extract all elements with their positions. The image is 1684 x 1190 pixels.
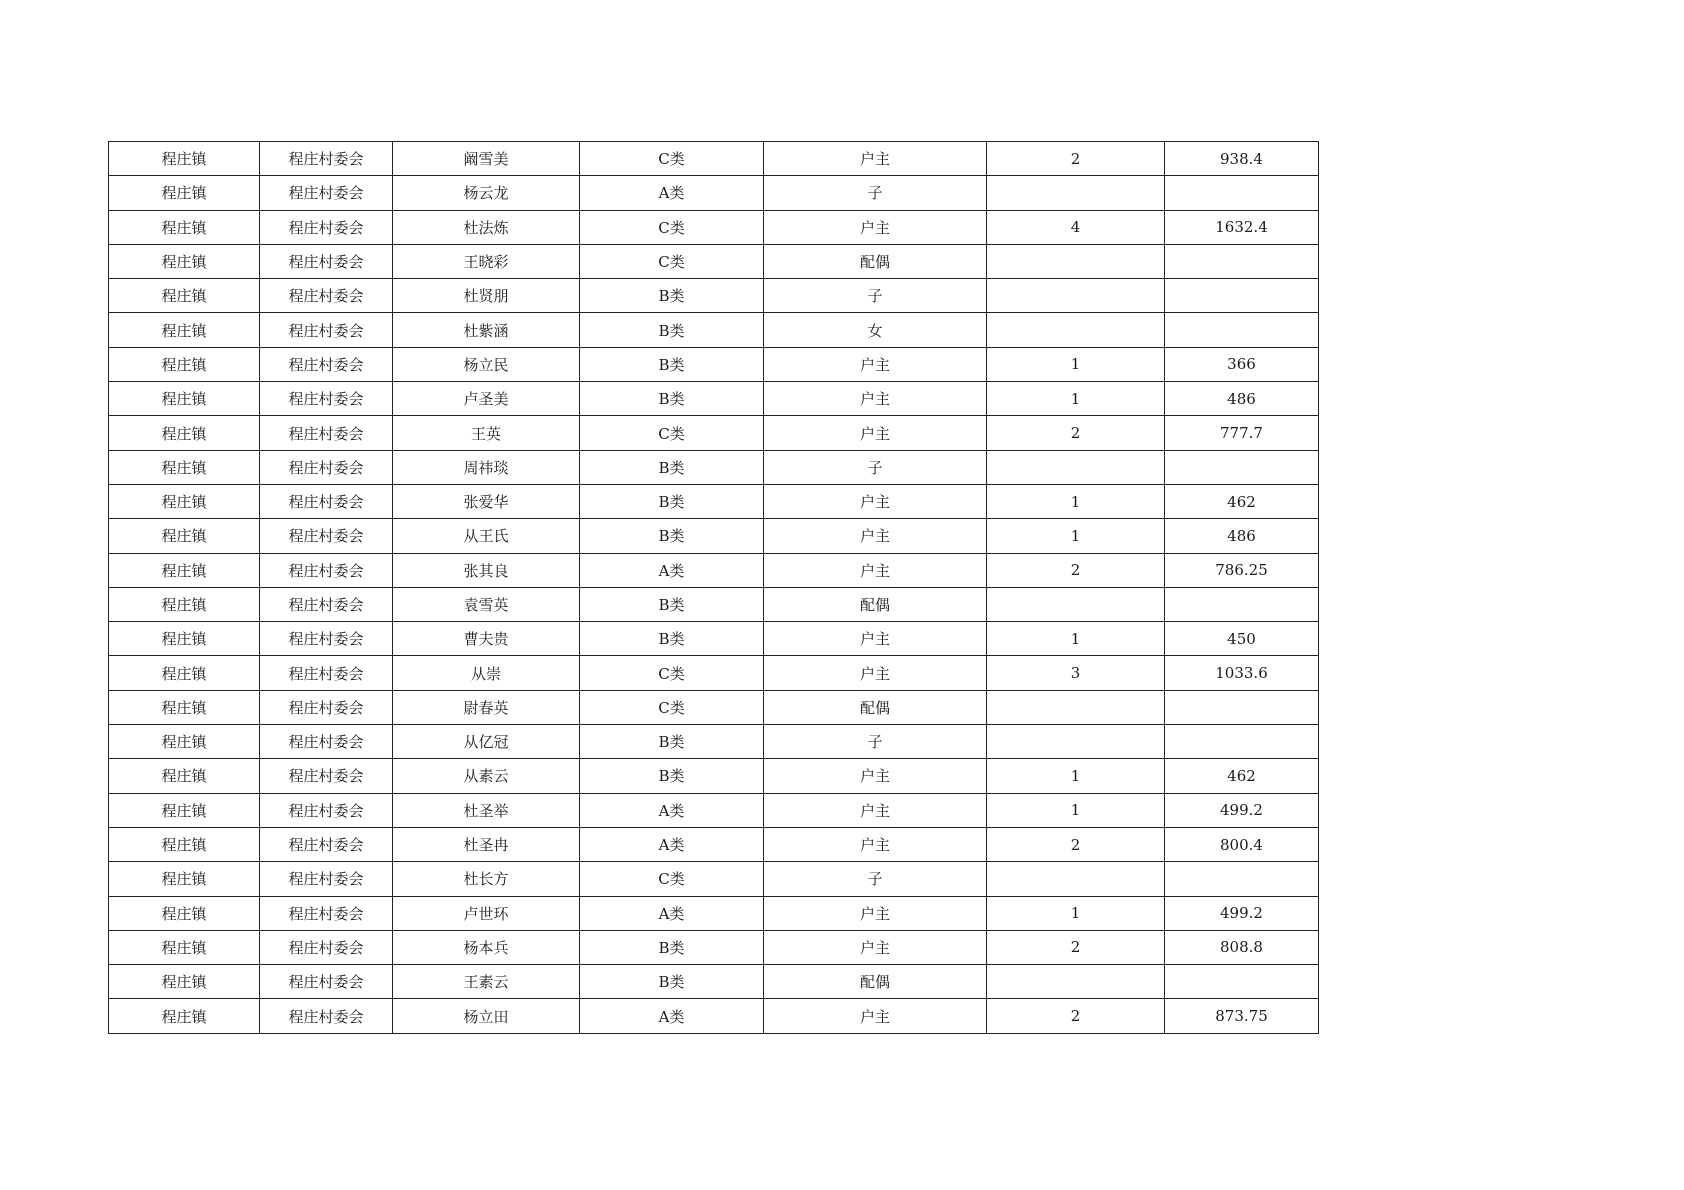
- town-cell: 程庄镇: [109, 930, 260, 964]
- table-row: [109, 347, 1319, 381]
- amount-cell: 786.25: [1165, 553, 1319, 587]
- name-cell: 王素云: [393, 965, 580, 999]
- town-cell: 程庄镇: [109, 725, 260, 759]
- village-committee-cell: 程庄村委会: [260, 862, 393, 896]
- table-row: [109, 279, 1319, 313]
- household-size-cell: [987, 690, 1165, 724]
- household-size-cell: 1: [987, 484, 1165, 518]
- name-cell: 曹夫贵: [393, 622, 580, 656]
- village-committee-cell: 程庄村委会: [260, 656, 393, 690]
- relation-cell: 配偶: [764, 587, 987, 621]
- town-cell: 程庄镇: [109, 484, 260, 518]
- household-size-cell: 1: [987, 347, 1165, 381]
- village-committee-cell: 程庄村委会: [260, 827, 393, 861]
- relation-cell: 户主: [764, 827, 987, 861]
- category-cell: C类: [580, 690, 764, 724]
- name-cell: 从亿冠: [393, 725, 580, 759]
- name-cell: 杨云龙: [393, 176, 580, 210]
- name-cell: 王晓彩: [393, 244, 580, 278]
- name-cell: 尉春英: [393, 690, 580, 724]
- relation-cell: 户主: [764, 553, 987, 587]
- name-cell: 杜紫涵: [393, 313, 580, 347]
- table-row: [109, 244, 1319, 278]
- village-committee-cell: 程庄村委会: [260, 450, 393, 484]
- household-size-cell: [987, 450, 1165, 484]
- household-size-cell: [987, 279, 1165, 313]
- table-row: [109, 827, 1319, 861]
- village-committee-cell: 程庄村委会: [260, 896, 393, 930]
- town-cell: 程庄镇: [109, 416, 260, 450]
- table-row: [109, 690, 1319, 724]
- relation-cell: 配偶: [764, 244, 987, 278]
- amount-cell: 938.4: [1165, 142, 1319, 176]
- table-row: [109, 313, 1319, 347]
- name-cell: 周祎琰: [393, 450, 580, 484]
- household-size-cell: [987, 244, 1165, 278]
- relation-cell: 配偶: [764, 690, 987, 724]
- relation-cell: 配偶: [764, 965, 987, 999]
- relation-cell: 子: [764, 176, 987, 210]
- relation-cell: 子: [764, 862, 987, 896]
- household-size-cell: 1: [987, 759, 1165, 793]
- name-cell: 杜长方: [393, 862, 580, 896]
- town-cell: 程庄镇: [109, 690, 260, 724]
- household-size-cell: 2: [987, 999, 1165, 1033]
- table-row: [109, 416, 1319, 450]
- name-cell: 卢圣美: [393, 382, 580, 416]
- household-size-cell: 2: [987, 142, 1165, 176]
- table-body: [109, 142, 1319, 1034]
- relation-cell: 户主: [764, 896, 987, 930]
- amount-cell: [1165, 279, 1319, 313]
- amount-cell: 1632.4: [1165, 210, 1319, 244]
- amount-cell: 808.8: [1165, 930, 1319, 964]
- village-committee-cell: 程庄村委会: [260, 553, 393, 587]
- table-row: [109, 484, 1319, 518]
- household-size-cell: 2: [987, 827, 1165, 861]
- village-committee-cell: 程庄村委会: [260, 279, 393, 313]
- village-committee-cell: 程庄村委会: [260, 759, 393, 793]
- village-committee-cell: 程庄村委会: [260, 587, 393, 621]
- table-row: [109, 793, 1319, 827]
- town-cell: 程庄镇: [109, 450, 260, 484]
- town-cell: 程庄镇: [109, 519, 260, 553]
- town-cell: 程庄镇: [109, 827, 260, 861]
- table-row: [109, 930, 1319, 964]
- amount-cell: 486: [1165, 382, 1319, 416]
- household-size-cell: 1: [987, 622, 1165, 656]
- category-cell: C类: [580, 656, 764, 690]
- data-table: [108, 141, 1319, 1034]
- relation-cell: 户主: [764, 142, 987, 176]
- category-cell: B类: [580, 279, 764, 313]
- amount-cell: [1165, 587, 1319, 621]
- table-row: [109, 725, 1319, 759]
- relation-cell: 户主: [764, 999, 987, 1033]
- category-cell: C类: [580, 142, 764, 176]
- village-committee-cell: 程庄村委会: [260, 793, 393, 827]
- category-cell: B类: [580, 759, 764, 793]
- table-row: [109, 553, 1319, 587]
- household-size-cell: 2: [987, 416, 1165, 450]
- table-row: [109, 587, 1319, 621]
- relation-cell: 户主: [764, 347, 987, 381]
- relation-cell: 子: [764, 725, 987, 759]
- category-cell: B类: [580, 725, 764, 759]
- amount-cell: 800.4: [1165, 827, 1319, 861]
- town-cell: 程庄镇: [109, 862, 260, 896]
- village-committee-cell: 程庄村委会: [260, 622, 393, 656]
- relation-cell: 户主: [764, 656, 987, 690]
- name-cell: 杨立民: [393, 347, 580, 381]
- town-cell: 程庄镇: [109, 142, 260, 176]
- village-committee-cell: 程庄村委会: [260, 999, 393, 1033]
- table-row: [109, 382, 1319, 416]
- category-cell: B类: [580, 313, 764, 347]
- village-committee-cell: 程庄村委会: [260, 382, 393, 416]
- village-committee-cell: 程庄村委会: [260, 484, 393, 518]
- relation-cell: 子: [764, 279, 987, 313]
- town-cell: 程庄镇: [109, 279, 260, 313]
- table-row: [109, 622, 1319, 656]
- name-cell: 杜圣冉: [393, 827, 580, 861]
- category-cell: C类: [580, 416, 764, 450]
- household-size-cell: 1: [987, 382, 1165, 416]
- relation-cell: 户主: [764, 930, 987, 964]
- village-committee-cell: 程庄村委会: [260, 210, 393, 244]
- category-cell: B类: [580, 519, 764, 553]
- town-cell: 程庄镇: [109, 759, 260, 793]
- household-size-cell: [987, 965, 1165, 999]
- table-row: [109, 759, 1319, 793]
- table-row: [109, 896, 1319, 930]
- category-cell: C类: [580, 244, 764, 278]
- name-cell: 袁雪英: [393, 587, 580, 621]
- town-cell: 程庄镇: [109, 965, 260, 999]
- relation-cell: 户主: [764, 416, 987, 450]
- amount-cell: [1165, 862, 1319, 896]
- amount-cell: [1165, 244, 1319, 278]
- category-cell: B类: [580, 382, 764, 416]
- category-cell: B类: [580, 450, 764, 484]
- category-cell: B类: [580, 484, 764, 518]
- town-cell: 程庄镇: [109, 999, 260, 1033]
- town-cell: 程庄镇: [109, 176, 260, 210]
- household-size-cell: 1: [987, 896, 1165, 930]
- amount-cell: 366: [1165, 347, 1319, 381]
- category-cell: C类: [580, 210, 764, 244]
- amount-cell: 462: [1165, 484, 1319, 518]
- category-cell: A类: [580, 793, 764, 827]
- category-cell: A类: [580, 553, 764, 587]
- name-cell: 杜贤朋: [393, 279, 580, 313]
- village-committee-cell: 程庄村委会: [260, 690, 393, 724]
- amount-cell: [1165, 725, 1319, 759]
- household-size-cell: [987, 587, 1165, 621]
- town-cell: 程庄镇: [109, 313, 260, 347]
- category-cell: C类: [580, 862, 764, 896]
- amount-cell: [1165, 690, 1319, 724]
- table-row: [109, 656, 1319, 690]
- name-cell: 张其良: [393, 553, 580, 587]
- town-cell: 程庄镇: [109, 210, 260, 244]
- relation-cell: 女: [764, 313, 987, 347]
- village-committee-cell: 程庄村委会: [260, 176, 393, 210]
- town-cell: 程庄镇: [109, 244, 260, 278]
- name-cell: 从素云: [393, 759, 580, 793]
- village-committee-cell: 程庄村委会: [260, 244, 393, 278]
- category-cell: A类: [580, 176, 764, 210]
- village-committee-cell: 程庄村委会: [260, 725, 393, 759]
- household-size-cell: 4: [987, 210, 1165, 244]
- category-cell: B类: [580, 965, 764, 999]
- name-cell: 杜圣举: [393, 793, 580, 827]
- amount-cell: 499.2: [1165, 793, 1319, 827]
- amount-cell: [1165, 450, 1319, 484]
- relation-cell: 户主: [764, 759, 987, 793]
- table-row: [109, 965, 1319, 999]
- relation-cell: 户主: [764, 622, 987, 656]
- category-cell: B类: [580, 347, 764, 381]
- town-cell: 程庄镇: [109, 382, 260, 416]
- relation-cell: 户主: [764, 210, 987, 244]
- relation-cell: 户主: [764, 382, 987, 416]
- category-cell: A类: [580, 827, 764, 861]
- household-size-cell: 3: [987, 656, 1165, 690]
- relation-cell: 户主: [764, 484, 987, 518]
- category-cell: B类: [580, 622, 764, 656]
- village-committee-cell: 程庄村委会: [260, 313, 393, 347]
- household-size-cell: [987, 725, 1165, 759]
- household-size-cell: [987, 313, 1165, 347]
- table-row: [109, 519, 1319, 553]
- amount-cell: 462: [1165, 759, 1319, 793]
- name-cell: 杨立田: [393, 999, 580, 1033]
- town-cell: 程庄镇: [109, 347, 260, 381]
- name-cell: 杨本兵: [393, 930, 580, 964]
- name-cell: 从王氏: [393, 519, 580, 553]
- amount-cell: [1165, 965, 1319, 999]
- town-cell: 程庄镇: [109, 793, 260, 827]
- village-committee-cell: 程庄村委会: [260, 519, 393, 553]
- amount-cell: 873.75: [1165, 999, 1319, 1033]
- town-cell: 程庄镇: [109, 656, 260, 690]
- amount-cell: [1165, 176, 1319, 210]
- village-committee-cell: 程庄村委会: [260, 347, 393, 381]
- village-committee-cell: 程庄村委会: [260, 930, 393, 964]
- table-row: [109, 176, 1319, 210]
- table-row: [109, 450, 1319, 484]
- household-size-cell: [987, 862, 1165, 896]
- town-cell: 程庄镇: [109, 553, 260, 587]
- category-cell: A类: [580, 896, 764, 930]
- table-row: [109, 999, 1319, 1033]
- name-cell: 杜法炼: [393, 210, 580, 244]
- amount-cell: [1165, 313, 1319, 347]
- household-size-cell: 1: [987, 793, 1165, 827]
- relation-cell: 子: [764, 450, 987, 484]
- table-row: [109, 862, 1319, 896]
- town-cell: 程庄镇: [109, 896, 260, 930]
- name-cell: 从崇: [393, 656, 580, 690]
- household-size-cell: 2: [987, 930, 1165, 964]
- village-committee-cell: 程庄村委会: [260, 416, 393, 450]
- amount-cell: 777.7: [1165, 416, 1319, 450]
- household-size-cell: 1: [987, 519, 1165, 553]
- category-cell: B类: [580, 930, 764, 964]
- name-cell: 王英: [393, 416, 580, 450]
- village-committee-cell: 程庄村委会: [260, 965, 393, 999]
- village-committee-cell: 程庄村委会: [260, 142, 393, 176]
- amount-cell: 486: [1165, 519, 1319, 553]
- relation-cell: 户主: [764, 519, 987, 553]
- amount-cell: 499.2: [1165, 896, 1319, 930]
- category-cell: A类: [580, 999, 764, 1033]
- household-size-cell: 2: [987, 553, 1165, 587]
- amount-cell: 450: [1165, 622, 1319, 656]
- relation-cell: 户主: [764, 793, 987, 827]
- category-cell: B类: [580, 587, 764, 621]
- town-cell: 程庄镇: [109, 587, 260, 621]
- name-cell: 卢世环: [393, 896, 580, 930]
- table-row: [109, 210, 1319, 244]
- household-size-cell: [987, 176, 1165, 210]
- town-cell: 程庄镇: [109, 622, 260, 656]
- amount-cell: 1033.6: [1165, 656, 1319, 690]
- name-cell: 张爱华: [393, 484, 580, 518]
- table-row: [109, 142, 1319, 176]
- name-cell: 阚雪美: [393, 142, 580, 176]
